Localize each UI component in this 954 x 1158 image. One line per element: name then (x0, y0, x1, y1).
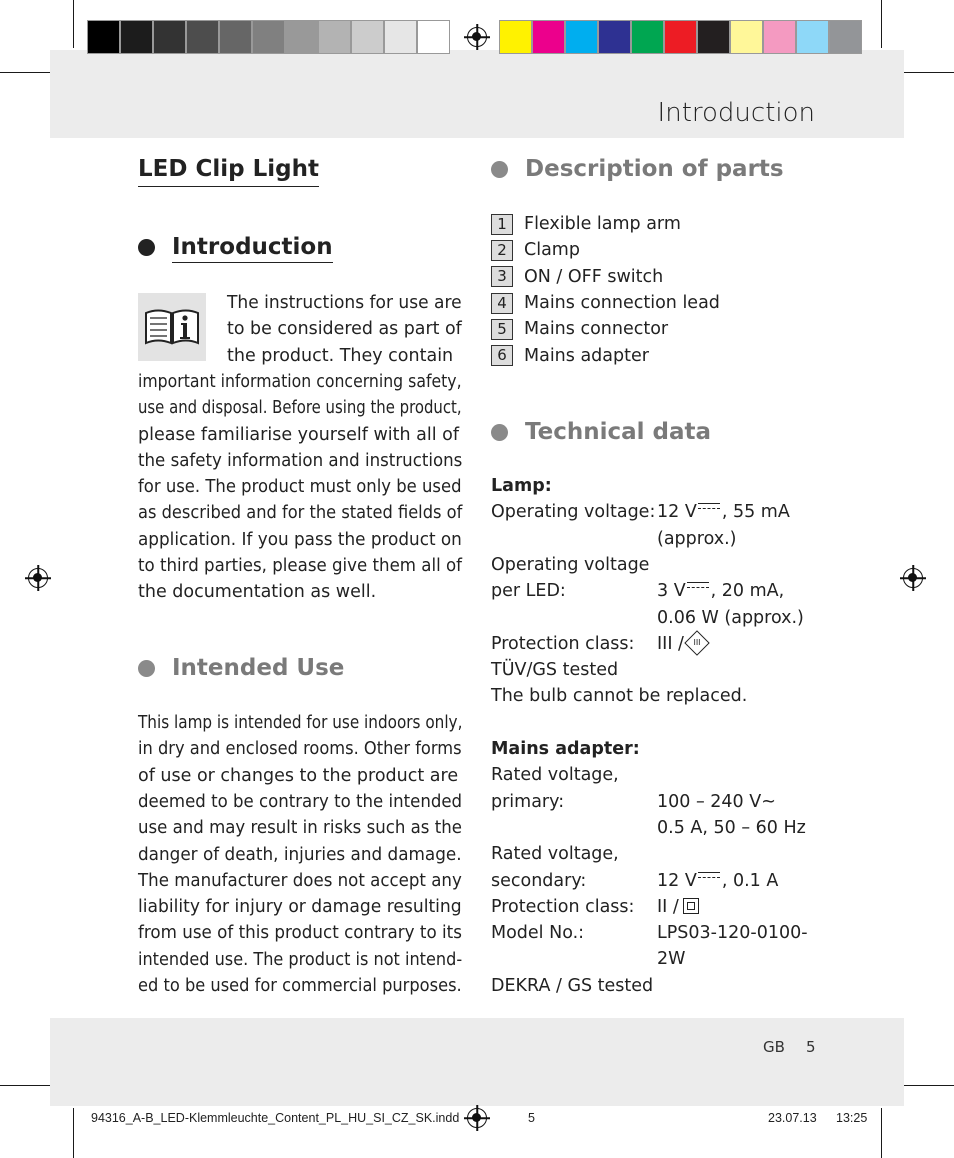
process-swatch (664, 20, 697, 54)
intended-use-text-line: from use of this product contrary to its (138, 923, 462, 944)
part-label: Flexible lamp arm (524, 214, 681, 235)
process-swatch (730, 20, 763, 54)
process-swatch (631, 20, 664, 54)
crop-mark (0, 1085, 50, 1086)
operating-voltage-label: Operating voltage: (491, 502, 656, 523)
operating-voltage-value (657, 499, 790, 525)
introduction-text-line: the product. They contain (227, 345, 454, 366)
rated-primary-value: 100 – 240 V~ (657, 791, 776, 812)
introduction-text-line: as described and for the stated fields of (138, 503, 463, 524)
process-swatch (796, 20, 829, 54)
rated-voltage-label: Rated voltage, (491, 765, 619, 786)
protection-class-label: Protection class: (491, 633, 635, 654)
slug-date: 23.07.13 (768, 1111, 817, 1125)
technical-data-heading (491, 417, 711, 447)
part-number-badge: 3 (491, 266, 513, 287)
info-book-icon (138, 293, 206, 361)
part-label: Mains adapter (524, 345, 649, 366)
process-color-bar (499, 20, 862, 54)
registration-mark-left (28, 568, 48, 588)
rated-secondary-v: 12 V (657, 870, 697, 891)
crop-mark (73, 0, 74, 48)
intended-use-text-line: intended use. The product is not intend- (138, 949, 463, 970)
crop-mark (904, 1085, 954, 1086)
registration-mark-bottom (467, 1108, 487, 1128)
crop-mark (881, 0, 882, 48)
gray-swatch (285, 20, 318, 54)
dc-symbol-icon (698, 872, 720, 882)
crop-mark (0, 72, 50, 73)
footer-band (50, 1018, 904, 1106)
introduction-text-line: the documentation as well. (138, 582, 377, 603)
dekra-tested: DEKRA / GS tested (491, 975, 654, 996)
protection-class-3-icon (684, 630, 709, 655)
protection-class-2-value (657, 894, 699, 920)
per-led-value (657, 578, 784, 604)
introduction-text-line: to be considered as part of (227, 319, 462, 340)
part-number-badge: 2 (491, 240, 513, 261)
rated-voltage-label-2: Rated voltage, (491, 844, 619, 865)
introduction-heading-text: Introduction (172, 232, 333, 263)
part-item (491, 342, 720, 368)
crop-mark (881, 1108, 882, 1158)
rated-primary-label: primary: (491, 791, 565, 812)
gray-swatch (351, 20, 384, 54)
rated-secondary-value (657, 868, 778, 894)
bullet-icon (491, 161, 508, 178)
gray-swatch (318, 20, 351, 54)
mains-adapter-label: Mains adapter: (491, 739, 640, 759)
part-number-badge: 4 (491, 293, 513, 314)
protection-class-2-label: Protection class: (491, 896, 635, 917)
process-swatch (697, 20, 730, 54)
part-label: Mains connector (524, 319, 669, 340)
dc-symbol-icon (698, 503, 720, 513)
introduction-text-line: for use. The product must only be used (138, 477, 462, 498)
per-led-watt: 0.06 W (approx.) (657, 607, 804, 628)
lamp-label: Lamp: (491, 476, 552, 496)
protection-class-2-text: II / (657, 896, 679, 917)
footer-page-number: 5 (806, 1038, 816, 1056)
protection-class-text: III / (657, 633, 684, 654)
description-of-parts-heading-text: Description of parts (525, 156, 784, 182)
tuv-tested: TÜV/GS tested (491, 660, 619, 681)
protection-class-3-symbol: III (693, 637, 701, 647)
dc-symbol-icon (687, 582, 709, 592)
operating-voltage-v: 12 V (657, 502, 697, 523)
bullet-icon (138, 239, 155, 256)
gray-swatch (87, 20, 120, 54)
part-number-badge: 5 (491, 319, 513, 340)
part-label: ON / OFF switch (524, 266, 664, 287)
protection-class-value (657, 631, 706, 657)
intended-use-text-line: The manufacturer does not accept any (138, 870, 462, 891)
gray-swatch (219, 20, 252, 54)
introduction-text-line: use and disposal. Before using the product, (138, 398, 462, 419)
registration-mark-top (467, 27, 487, 47)
part-item (491, 211, 720, 237)
gray-swatch (417, 20, 450, 54)
introduction-text-line: please familiarise yourself with all of (138, 424, 460, 445)
bullet-icon (138, 660, 155, 677)
part-item (491, 237, 720, 263)
page-header-title: Introduction (657, 98, 815, 128)
rated-primary-value-2: 0.5 A, 50 – 60 Hz (657, 817, 806, 838)
slug-number: 5 (528, 1111, 535, 1125)
process-swatch (763, 20, 796, 54)
part-item (491, 290, 720, 316)
process-swatch (499, 20, 532, 54)
introduction-text-line: important information concerning safety, (138, 371, 462, 392)
part-label: Clamp (524, 240, 580, 261)
process-swatch (829, 20, 862, 54)
protection-class-2-icon (683, 898, 699, 914)
introduction-heading (138, 232, 333, 263)
intended-use-text-line: in dry and enclosed rooms. Other forms (138, 739, 462, 760)
crop-mark (73, 1108, 74, 1158)
rated-secondary-label: secondary: (491, 870, 587, 891)
process-swatch (565, 20, 598, 54)
intended-use-text-line: of use or changes to the product are (138, 765, 459, 786)
part-number-badge: 1 (491, 214, 513, 235)
intended-use-text-line: liability for injury or damage resulting (138, 897, 462, 918)
intended-use-heading-text: Intended Use (172, 655, 345, 681)
introduction-text-line: The instructions for use are (227, 293, 462, 313)
process-swatch (598, 20, 631, 54)
registration-mark-right (903, 568, 923, 588)
intended-use-text-line: deemed to be contrary to the intended (138, 791, 463, 812)
slug-time: 13:25 (836, 1111, 868, 1125)
bulb-note: The bulb cannot be replaced. (491, 686, 748, 707)
footer-language: GB (763, 1038, 785, 1056)
introduction-text-line: to third parties, please give them all of (138, 556, 463, 576)
process-swatch (532, 20, 565, 54)
per-led-current: , 20 mA, (710, 581, 785, 602)
gray-swatch (252, 20, 285, 54)
introduction-text-line: application. If you pass the product on (138, 529, 462, 550)
operating-voltage-led-label: Operating voltage (491, 554, 650, 575)
parts-list (491, 211, 720, 369)
gray-color-bar (87, 20, 450, 54)
gray-swatch (120, 20, 153, 54)
intended-use-text-line: This lamp is intended for use indoors only, (138, 713, 463, 733)
introduction-text-line: the safety information and instructions (138, 450, 463, 471)
intended-use-heading (138, 653, 344, 683)
operating-voltage-current: , 55 mA (721, 502, 790, 523)
intended-use-text-line: use and may result in risks such as the (138, 818, 462, 839)
rated-secondary-current: , 0.1 A (721, 870, 779, 891)
intended-use-text-line: danger of death, injuries and damage. (138, 844, 462, 865)
part-item (491, 264, 720, 290)
slug-filename: 94316_A-B_LED-Klemmleuchte_Content_PL_HU_SI_CZ_SK.indd (91, 1111, 460, 1125)
model-number-label: Model No.: (491, 923, 585, 944)
bullet-icon (491, 424, 508, 441)
part-item (491, 316, 720, 342)
model-number-value: LPS03-120-0100- (657, 923, 808, 944)
model-number-value-2: 2W (657, 949, 686, 970)
part-label: Mains connection lead (524, 293, 720, 314)
per-led-v: 3 V (657, 581, 686, 602)
per-led-label: per LED: (491, 581, 566, 602)
description-of-parts-heading (491, 154, 784, 184)
operating-voltage-approx: (approx.) (657, 528, 737, 549)
gray-swatch (186, 20, 219, 54)
part-number-badge: 6 (491, 345, 513, 366)
intended-use-text-line: ed to be used for commercial purposes. (138, 976, 462, 996)
gray-swatch (384, 20, 417, 54)
crop-mark (904, 72, 954, 73)
technical-data-heading-text: Technical data (525, 419, 712, 445)
gray-swatch (153, 20, 186, 54)
document-title: LED Clip Light (138, 154, 319, 187)
